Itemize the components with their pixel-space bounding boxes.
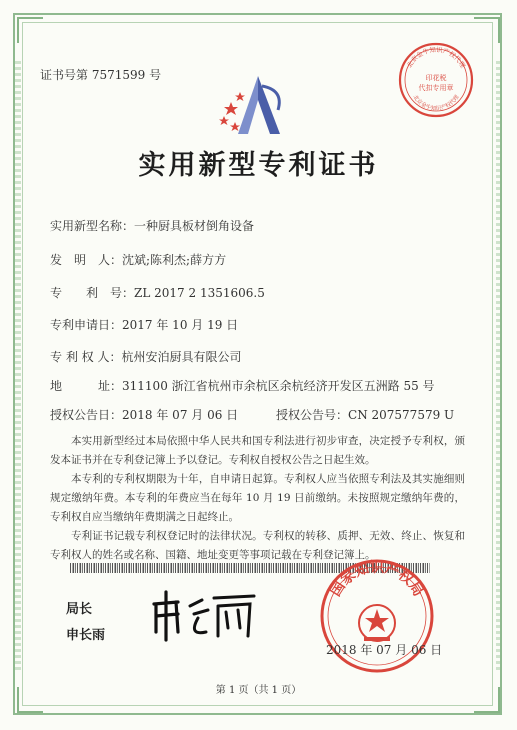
- corner-ornament: [17, 17, 43, 43]
- paragraph-term-and-fees: 本专利的专利权期限为十年，自申请日起算。专利权人应当依照专利法及其实施细则规定缴纳年费。本专利的年费应当在每年 10 月 19 日前缴纳。未按照规定缴纳年费的，专利权自应当缴纳年费期满之日起终止。: [50, 473, 465, 523]
- paragraph-legal-status: 专利证书记载专利权登记时的法律状况。专利权的转移、质押、无效、终止、恢复和专利权人的姓名或名称、国籍、地址变更等事项记载在专利登记簿上。: [50, 530, 465, 561]
- field-label: 专 利 权 人：: [50, 350, 122, 364]
- patent-office-emblem-icon: [218, 72, 288, 138]
- svg-text:国家知识产权局: 国家知识产权局: [327, 559, 427, 600]
- field-label: 实用新型名称：: [50, 219, 135, 233]
- tax-stamp-icon: [396, 40, 476, 120]
- page-number: 第 1 页（共 1 页）: [215, 685, 302, 696]
- field-label: 专利申请日：: [50, 318, 123, 332]
- field-label: 授权公告号：: [276, 408, 349, 422]
- field-label: 专 利 号：: [50, 286, 135, 300]
- field-grant-number: [276, 406, 454, 423]
- certificate-number-label: 证书号第: [40, 68, 89, 82]
- field-utility-model-name: [50, 217, 254, 234]
- director-name: 申长雨: [66, 628, 106, 643]
- seal-date: 2018 年 07 月 06 日: [326, 643, 443, 657]
- field-value: CN 207577579 U: [348, 408, 455, 422]
- field-patent-number: [50, 284, 265, 301]
- field-filing-date: [50, 316, 238, 333]
- svg-text:代扣专用章: 代扣专用章: [418, 84, 454, 92]
- field-address: [50, 377, 435, 394]
- field-value: 2018 年 07 月 06 日: [122, 408, 239, 422]
- corner-ornament: [474, 17, 500, 43]
- field-value: ZL 2017 2 1351606.5: [134, 286, 265, 300]
- director-title: 局长: [66, 602, 93, 617]
- field-label: 授权公告日：: [50, 408, 123, 422]
- svg-text:北京金牛知识产权代理: 北京金牛知识产权代理: [405, 45, 467, 70]
- certificate-title: 实用新型专利证书: [138, 150, 379, 181]
- svg-text:北京金牛知识产权代理: 北京金牛知识产权代理: [411, 94, 461, 113]
- field-patent-holder: [50, 348, 241, 365]
- field-label: 发 明 人：: [50, 253, 123, 267]
- field-value: 一种厨具板材倒角设备: [134, 219, 255, 233]
- field-value: 2017 年 10 月 19 日: [122, 318, 239, 332]
- certificate-number: [40, 66, 161, 83]
- field-value: 杭州安泊厨具有限公司: [121, 350, 242, 364]
- svg-text:印花税: 印花税: [425, 74, 447, 82]
- field-grant-date: [50, 406, 238, 423]
- paragraph-grant-decision: 本实用新型经过本局依照中华人民共和国专利法进行初步审查，决定授予专利权，颁发本证书并在专利登记簿上予以登记。专利权自授权公告之日起生效。: [50, 435, 465, 466]
- director-signature: [148, 588, 258, 642]
- field-value: 311100 浙江省杭州市余杭区余杭经济开发区五洲路 55 号: [122, 379, 435, 393]
- field-value: 沈斌;陈利杰;薛方方: [122, 253, 227, 267]
- field-label: 地 址：: [50, 379, 123, 393]
- certificate-number-suffix: 号: [149, 68, 162, 82]
- certificate-number-value: 7571599: [91, 68, 146, 82]
- field-inventor: [50, 251, 226, 268]
